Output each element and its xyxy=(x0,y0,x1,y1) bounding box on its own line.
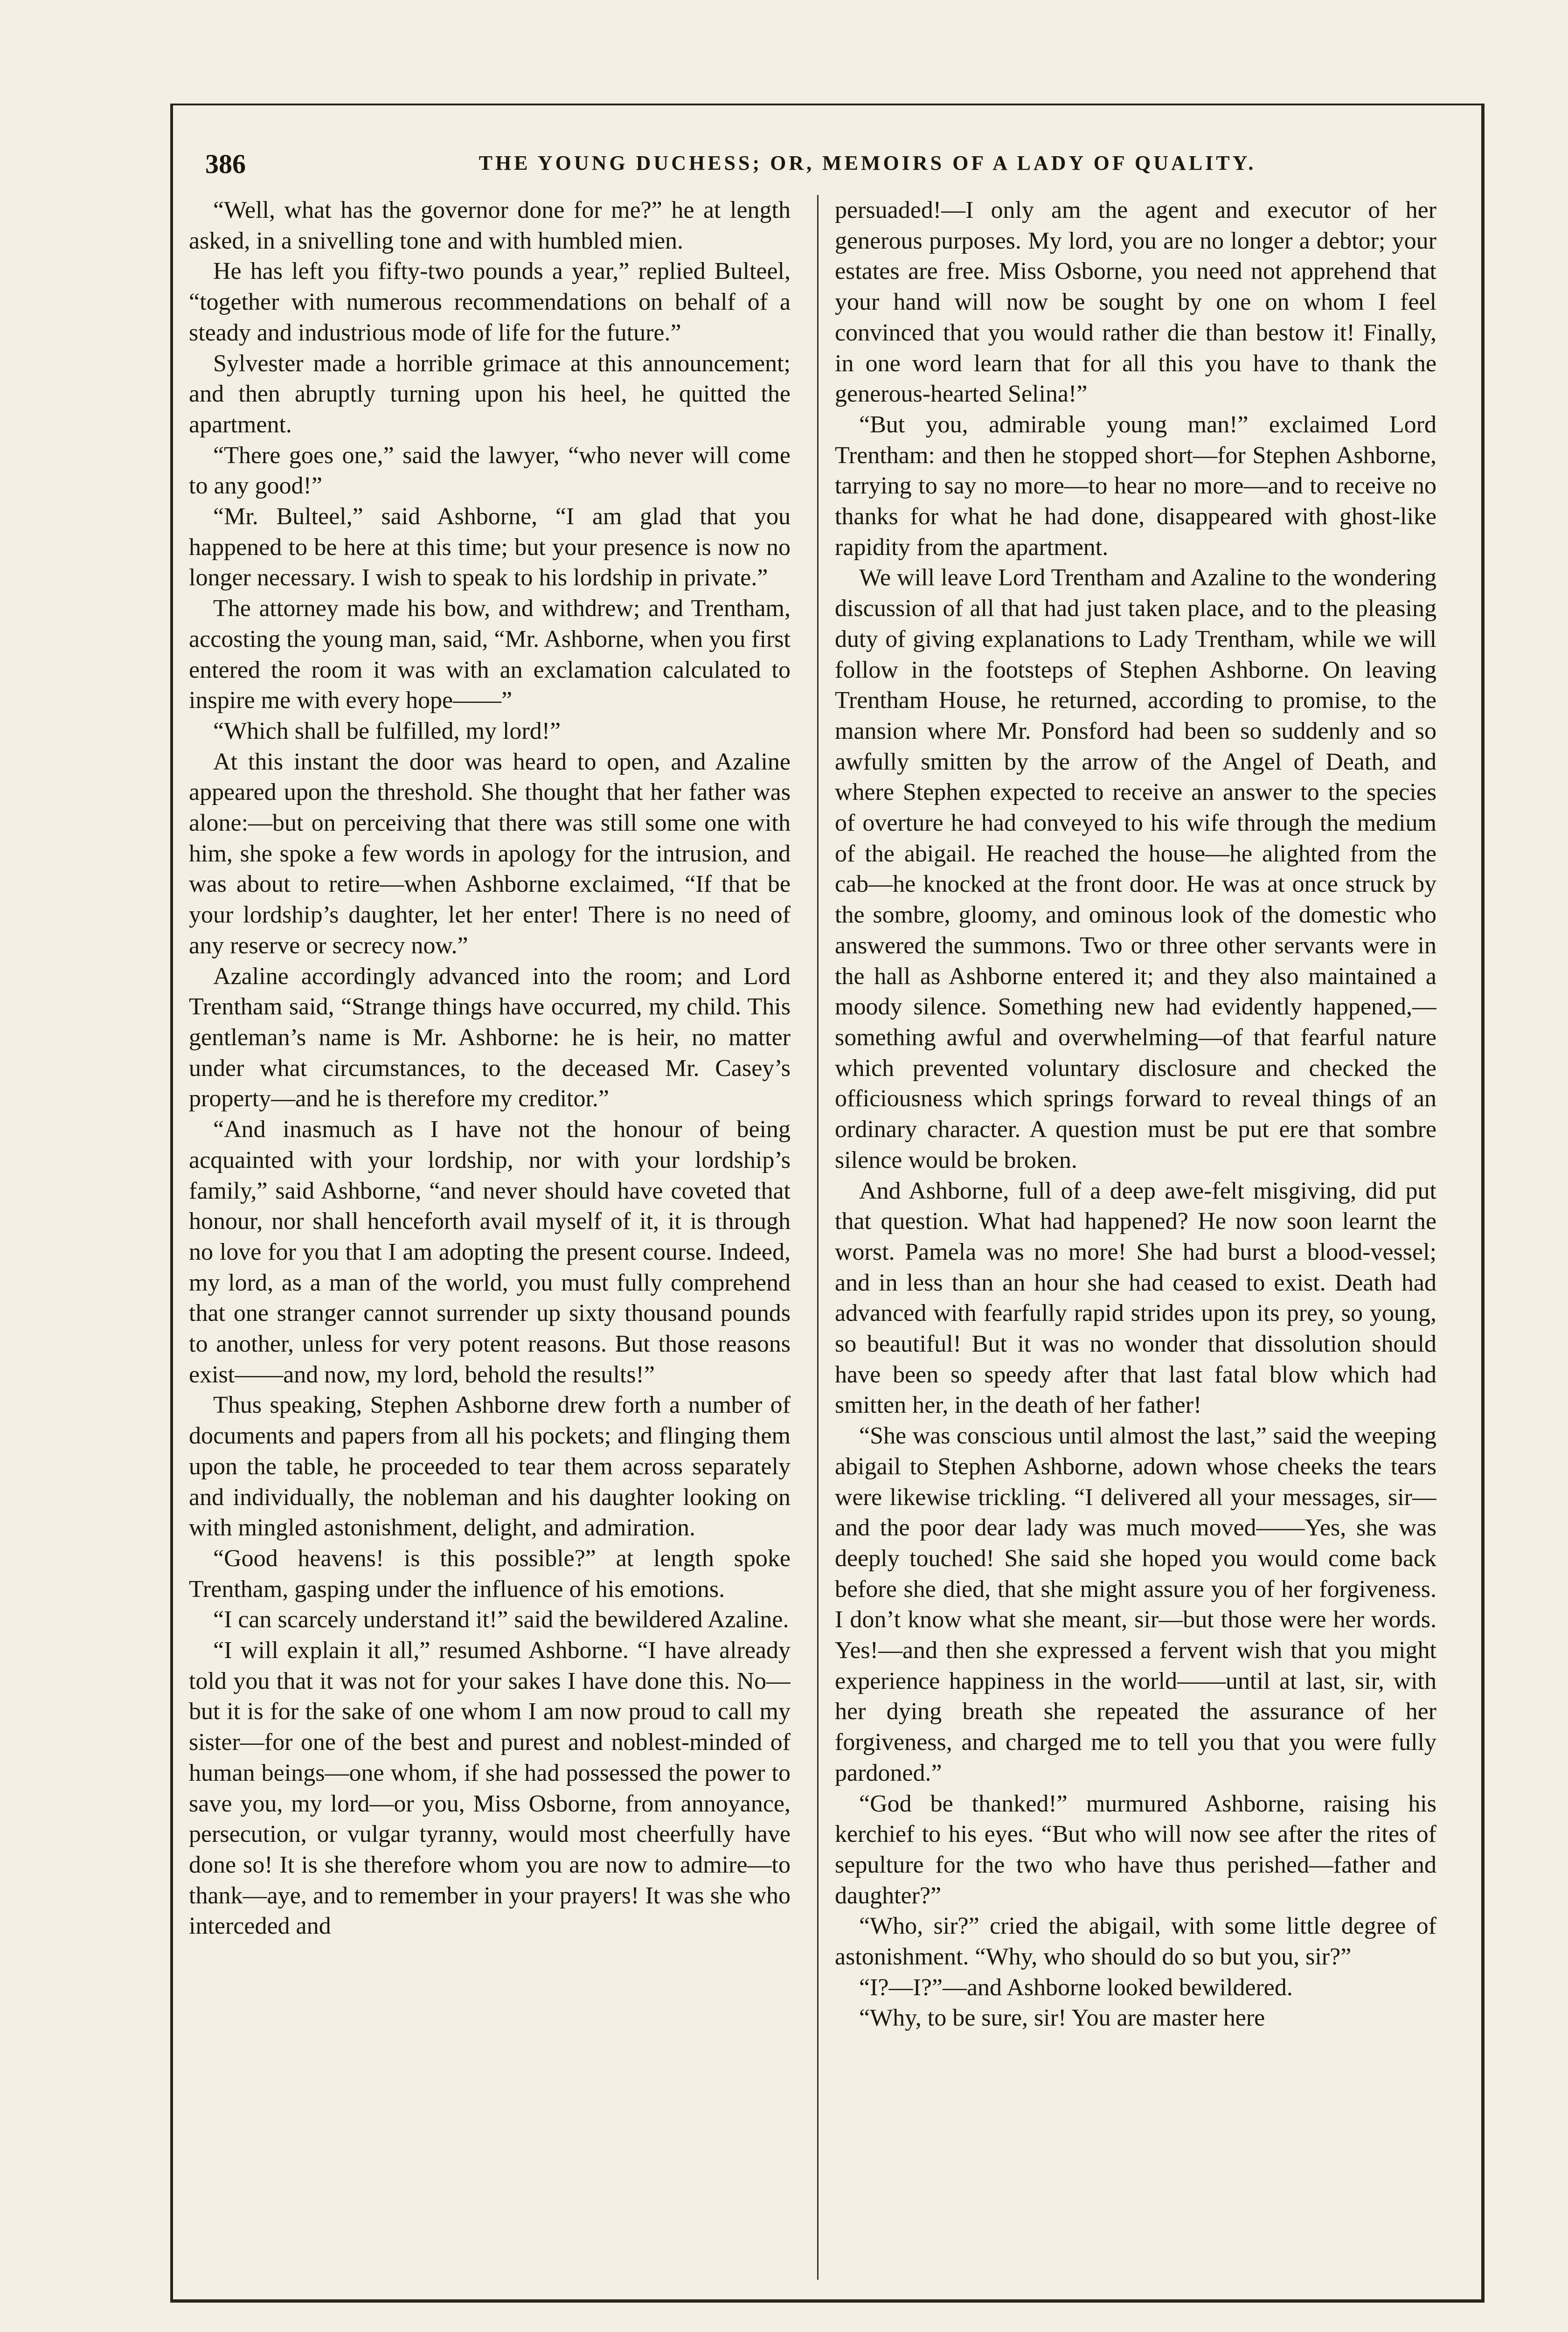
paragraph: “Well, what has the governor done for me?” he at length asked, in a snivelling tone and with humbled mien. xyxy=(189,197,791,254)
paragraph: “I?—I?”—and Ashborne looked bewildered. xyxy=(859,1974,1293,2001)
running-head xyxy=(196,148,1474,181)
text-column-left xyxy=(189,195,791,2284)
paragraph: And Ashborne, full of a deep awe-felt misgiving, did put that question. What had happened? He now soon learnt the worst. Pamela was no more! She had burst a blood-vessel; and in less than an hour she had ceased to exist. Death had advanced with fearfully rapid strides upon its prey, so young, so beautiful! But it was no wonder that dissolution should have been so speedy after that last fatal blow which had smitten her, in the death of her father! xyxy=(835,1177,1436,1419)
paragraph: persuaded!—I only am the agent and executor of her generous purposes. My lord, you are no longer a debtor; your estates are free. Miss Osborne, you need not apprehend that your hand will now be sought by one on whom I feel convinced that you would rather die than bestow it! Finally, in one word learn that for all this you have to thank the generous-hearted Selina!” xyxy=(835,197,1436,408)
paragraph: Sylvester made a horrible grimace at this announcement; and then abruptly turning upon his heel, he quitted the apartment. xyxy=(189,350,791,438)
paragraph: We will leave Lord Trentham and Azaline to the wondering discussion of all that had just taken place, and to the pleasing duty of giving explanations to Lady Trentham, while we will follow in the footsteps of Stephen Ashborne. On leaving Trentham House, he returned, according to promise, to the mansion where Mr. Ponsford had been so suddenly and so awfully smitten by the arrow of the Angel of Death, and where Stephen expected to receive an answer to the species of overture he had conveyed to his wife through the medium of the abigail. He reached the house—he alighted from the cab—he knocked at the front door. He was at once struck by the sombre, gloomy, and ominous look of the domestic who answered the summons. Two or three other servants were in the hall as Ashborne entered it; and they also maintained a moody silence. Something new had evidently happened,—something awful and overwhelming—of that fearful nature which prevented voluntary disclosure and checked the officiousness which springs forward to reveal things of an ordinary character. A question must be put ere that sombre silence would be broken. xyxy=(835,564,1436,1173)
paragraph: Thus speaking, Stephen Ashborne drew forth a number of documents and papers from all his pockets; and flinging them upon the table, he proceeded to tear them across separately and individually, the nobleman and his daughter looking on with mingled astonishment, delight, and admiration. xyxy=(189,1392,791,1541)
paragraph: “God be thanked!” murmured Ashborne, raising his kerchief to his eyes. “But who will now see after the rites of sepulture for the two who have thus perished—father and daughter?” xyxy=(835,1790,1436,1909)
paragraph: The attorney made his bow, and withdrew; and Trentham, accosting the young man, said, “Mr. Ashborne, when you first entered the room it was with an exclamation calculated to inspire me with every hope——” xyxy=(189,595,791,714)
paragraph: “Which shall be fulfilled, my lord!” xyxy=(213,717,561,744)
paragraph: “But you, admirable young man!” exclaimed Lord Trentham: and then he stopped short—for Stephen Ashborne, tarrying to say no more—to hear no more—and to receive no thanks for what he had done, disappeared with ghost-like rapidity from the apartment. xyxy=(835,411,1436,561)
paragraph: “She was conscious until almost the last,” said the weeping abigail to Stephen Ashborne, adown whose cheeks the tears were likewise trickling. “I delivered all your messages, sir—and the poor dear lady was much moved——Yes, she was deeply touched! She said she hoped you would come back before she died, that she might assure you of her forgiveness. I don’t know what she meant, sir—but those were her words. Yes!—and then she expressed a fervent wish that you might experience happiness in the world——until at last, sir, with her dying breath she repeated the assurance of her forgiveness, and charged me to tell you that you were fully pardoned.” xyxy=(835,1423,1436,1786)
column-divider xyxy=(817,195,819,2280)
paragraph: “I will explain it all,” resumed Ashborne. “I have already told you that it was not for your sakes I have done this. No—but it is for the sake of one whom I am now proud to call my sister—for one of the best and purest and noblest-minded of human beings—one whom, if she had possessed the power to save you, my lord—or you, Miss Osborne, from annoyance, persecution, or vulgar tyranny, would most cheerfully have done so! It is she therefore whom you are now to admire—to thank—aye, and to remember in your prayers! It was she who interceded and xyxy=(189,1637,791,1940)
text-column-right xyxy=(835,195,1436,2284)
paragraph: At this instant the door was heard to open, and Azaline appeared upon the threshold. She thought that her father was alone:—but on perceiving that there was still some one with him, she spoke a few words in apology for the intrusion, and was about to retire—when Ashborne exclaimed, “If that be your lordship’s daughter, let her enter! There is no need of any reserve or secrecy now.” xyxy=(189,748,791,959)
paragraph: “There goes one,” said the lawyer, “who never will come to any good!” xyxy=(189,442,791,500)
paragraph: “I can scarcely understand it!” said the bewildered Azaline. xyxy=(213,1606,789,1633)
paragraph: “Why, to be sure, sir! You are master here xyxy=(859,2005,1265,2032)
paragraph: “Good heavens! is this possible?” at length spoke Trentham, gasping under the influence of his emotions. xyxy=(189,1545,791,1603)
running-title: THE YOUNG DUCHESS; OR, MEMOIRS OF A LADY OF QUALITY. xyxy=(479,152,1256,174)
paragraph: Azaline accordingly advanced into the room; and Lord Trentham said, “Strange things have occurred, my child. This gentleman’s name is Mr. Ashborne: he is heir, no matter under what circumstances, to the deceased Mr. Casey’s property—and he is therefore my creditor.” xyxy=(189,963,791,1112)
page-number: 386 xyxy=(205,149,246,179)
paragraph: “And inasmuch as I have not the honour of being acquainted with your lordship, nor with your lordship’s family,” said Ashborne, “and never should have coveted that honour, nor shall henceforth avail myself of it, it is through no love for you that I am adopting the present course. Indeed, my lord, as a man of the world, you must fully comprehend that one stranger cannot surrender up sixty thousand pounds to another, unless for very potent reasons. But those reasons exist——and now, my lord, behold the results!” xyxy=(189,1116,791,1388)
paragraph: “Mr. Bulteel,” said Ashborne, “I am glad that you happened to be here at this time; but your presence is now no longer necessary. I wish to speak to his lordship in private.” xyxy=(189,503,791,591)
paragraph: He has left you fifty-two pounds a year,” replied Bulteel, “together with numerous recommendations on behalf of a steady and industrious mode of life for the future.” xyxy=(189,258,791,346)
paragraph: “Who, sir?” cried the abigail, with some little degree of astonishment. “Why, who should do so but you, sir?” xyxy=(835,1913,1436,1971)
